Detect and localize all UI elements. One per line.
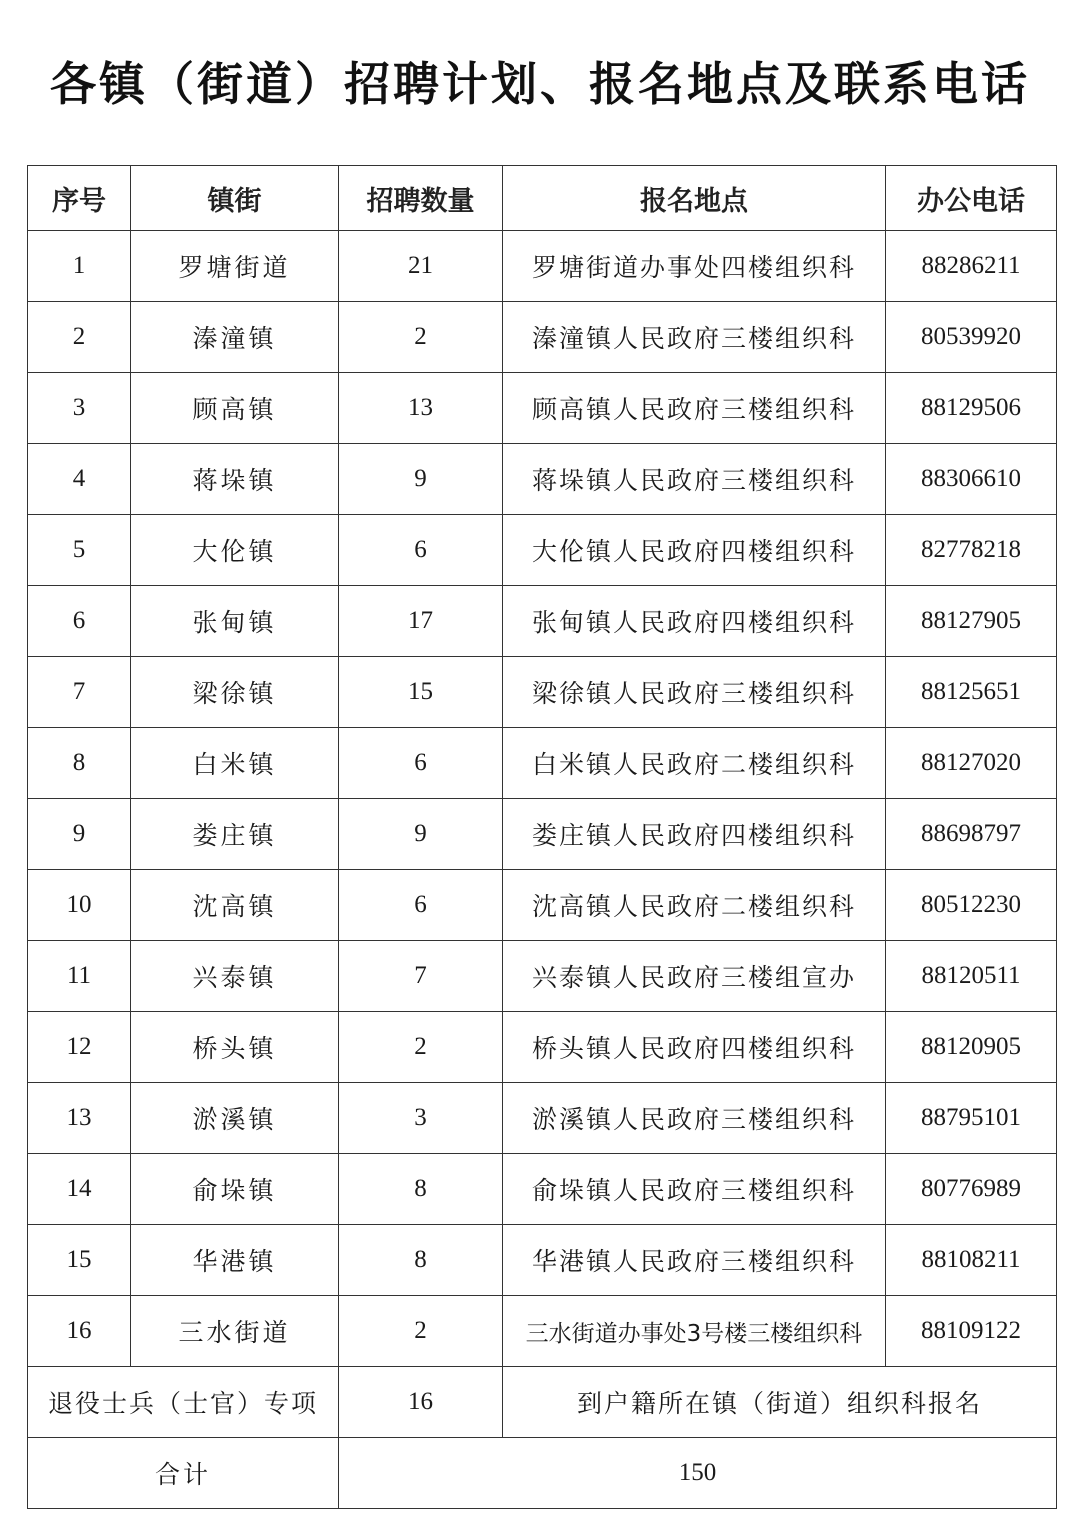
row-phone: 88127020 [886, 728, 1057, 799]
row-location: 淤溪镇人民政府三楼组织科 [503, 1083, 886, 1154]
row-no: 8 [28, 728, 131, 799]
row-no: 12 [28, 1012, 131, 1083]
row-count: 9 [339, 799, 503, 870]
row-location: 娄庄镇人民政府四楼组织科 [503, 799, 886, 870]
row-count: 6 [339, 728, 503, 799]
row-no: 2 [28, 302, 131, 373]
row-town: 溱潼镇 [131, 302, 339, 373]
row-count: 21 [339, 231, 503, 302]
row-town: 顾高镇 [131, 373, 339, 444]
row-no: 5 [28, 515, 131, 586]
row-phone: 80539920 [886, 302, 1057, 373]
row-town: 华港镇 [131, 1225, 339, 1296]
page-title: 各镇（街道）招聘计划、报名地点及联系电话 [50, 57, 1030, 111]
row-no: 7 [28, 657, 131, 728]
table-row [28, 1225, 1057, 1296]
row-count: 2 [339, 1012, 503, 1083]
row-no: 11 [28, 941, 131, 1012]
table-row [28, 444, 1057, 515]
row-phone: 88125651 [886, 657, 1057, 728]
row-town: 淤溪镇 [131, 1083, 339, 1154]
row-phone: 88120511 [886, 941, 1057, 1012]
veteran-note: 到户籍所在镇（街道）组织科报名 [503, 1367, 1057, 1438]
table-row [28, 515, 1057, 586]
row-phone: 88109122 [886, 1296, 1057, 1367]
row-town: 沈高镇 [131, 870, 339, 941]
row-location: 溱潼镇人民政府三楼组织科 [503, 302, 886, 373]
row-town: 罗塘街道 [131, 231, 339, 302]
table-row [28, 657, 1057, 728]
row-town: 娄庄镇 [131, 799, 339, 870]
row-town: 张甸镇 [131, 586, 339, 657]
row-location: 顾高镇人民政府三楼组织科 [503, 373, 886, 444]
row-phone: 88120905 [886, 1012, 1057, 1083]
total-value: 150 [339, 1438, 1057, 1509]
row-count: 8 [339, 1154, 503, 1225]
row-phone: 88795101 [886, 1083, 1057, 1154]
row-no: 15 [28, 1225, 131, 1296]
row-no: 9 [28, 799, 131, 870]
table-row [28, 231, 1057, 302]
recruitment-table [27, 165, 1057, 1509]
row-count: 15 [339, 657, 503, 728]
row-location: 梁徐镇人民政府三楼组织科 [503, 657, 886, 728]
row-no: 4 [28, 444, 131, 515]
row-location: 兴泰镇人民政府三楼组宣办 [503, 941, 886, 1012]
row-location: 华港镇人民政府三楼组织科 [503, 1225, 886, 1296]
total-row [28, 1438, 1057, 1509]
row-phone: 82778218 [886, 515, 1057, 586]
veteran-count: 16 [339, 1367, 503, 1438]
header-row [28, 166, 1057, 231]
header-phone: 办公电话 [886, 166, 1057, 231]
row-no: 3 [28, 373, 131, 444]
row-town: 三水街道 [131, 1296, 339, 1367]
row-phone: 88127905 [886, 586, 1057, 657]
row-location: 张甸镇人民政府四楼组织科 [503, 586, 886, 657]
table-row [28, 1083, 1057, 1154]
row-phone: 88286211 [886, 231, 1057, 302]
header-town: 镇街 [131, 166, 339, 231]
table-body [28, 231, 1057, 1509]
row-phone: 88306610 [886, 444, 1057, 515]
row-count: 9 [339, 444, 503, 515]
header-count: 招聘数量 [339, 166, 503, 231]
table-row [28, 1154, 1057, 1225]
table-row [28, 870, 1057, 941]
row-town: 大伦镇 [131, 515, 339, 586]
table-row [28, 941, 1057, 1012]
row-location: 罗塘街道办事处四楼组织科 [503, 231, 886, 302]
row-location: 沈高镇人民政府二楼组织科 [503, 870, 886, 941]
veteran-label: 退役士兵（士官）专项 [28, 1367, 339, 1438]
row-count: 2 [339, 1296, 503, 1367]
table-row [28, 728, 1057, 799]
row-no: 6 [28, 586, 131, 657]
row-count: 8 [339, 1225, 503, 1296]
row-count: 2 [339, 302, 503, 373]
row-town: 兴泰镇 [131, 941, 339, 1012]
row-phone: 80776989 [886, 1154, 1057, 1225]
row-no: 14 [28, 1154, 131, 1225]
row-count: 6 [339, 515, 503, 586]
total-label: 合计 [28, 1438, 339, 1509]
row-location: 三水街道办事处3号楼三楼组织科 [503, 1296, 886, 1367]
row-no: 13 [28, 1083, 131, 1154]
row-town: 俞垛镇 [131, 1154, 339, 1225]
table-row [28, 373, 1057, 444]
row-count: 7 [339, 941, 503, 1012]
row-town: 梁徐镇 [131, 657, 339, 728]
row-town: 蒋垛镇 [131, 444, 339, 515]
table-row [28, 1012, 1057, 1083]
row-no: 10 [28, 870, 131, 941]
row-location: 俞垛镇人民政府三楼组织科 [503, 1154, 886, 1225]
row-location: 大伦镇人民政府四楼组织科 [503, 515, 886, 586]
row-location: 桥头镇人民政府四楼组织科 [503, 1012, 886, 1083]
table-row [28, 799, 1057, 870]
table-row [28, 1296, 1057, 1367]
row-count: 3 [339, 1083, 503, 1154]
table-row [28, 586, 1057, 657]
row-town: 桥头镇 [131, 1012, 339, 1083]
row-location: 白米镇人民政府二楼组织科 [503, 728, 886, 799]
row-phone: 88129506 [886, 373, 1057, 444]
row-phone: 88698797 [886, 799, 1057, 870]
row-no: 1 [28, 231, 131, 302]
header-location: 报名地点 [503, 166, 886, 231]
table-row [28, 302, 1057, 373]
row-no: 16 [28, 1296, 131, 1367]
row-count: 17 [339, 586, 503, 657]
row-count: 13 [339, 373, 503, 444]
row-phone: 80512230 [886, 870, 1057, 941]
row-count: 6 [339, 870, 503, 941]
row-phone: 88108211 [886, 1225, 1057, 1296]
veteran-row [28, 1367, 1057, 1438]
header-no: 序号 [28, 166, 131, 231]
row-town: 白米镇 [131, 728, 339, 799]
row-location: 蒋垛镇人民政府三楼组织科 [503, 444, 886, 515]
